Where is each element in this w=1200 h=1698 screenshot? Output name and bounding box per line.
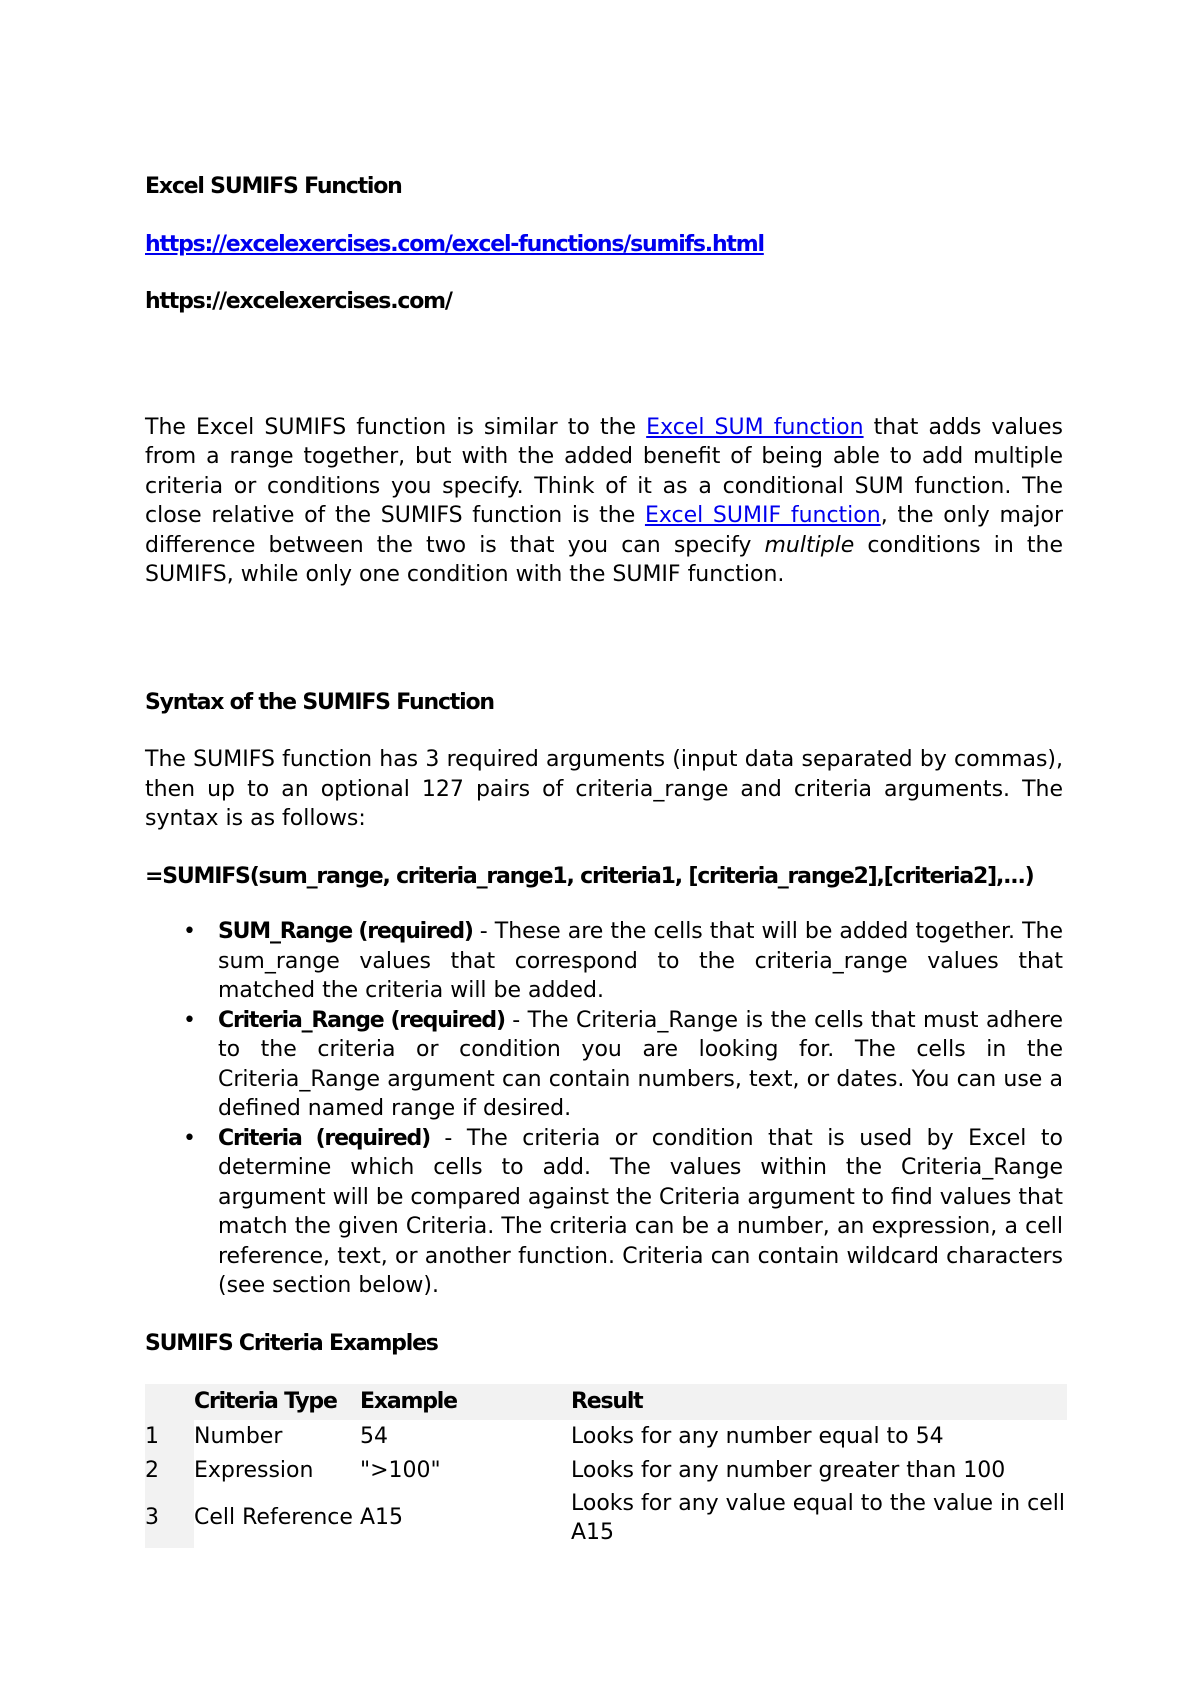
excel-sumif-function-link[interactable]: Excel SUMIF function [644,503,881,528]
row-index: 3 [145,1488,194,1548]
argument-item-criteria-range [145,1006,1063,1124]
sumifs-url-link[interactable]: https://excelexercises.com/excel-functions/sumifs.html [145,231,764,257]
arguments-list [145,917,1063,1301]
header-criteria-type: Criteria Type [194,1389,337,1415]
example-cell: ">100" [360,1458,441,1484]
argument-item-criteria [145,1124,1063,1301]
example-cell: 54 [360,1424,388,1450]
result-cell: Looks for any number greater than 100 [571,1458,1006,1484]
argument-description: - These are the cells that will be added together. The sum_range values that correspond to the criteria_range values that matched the criteria will be added. [218,919,1063,1003]
header-index [145,1384,194,1420]
header-example: Example [360,1389,457,1415]
row-index: 2 [145,1454,194,1488]
intro-text-1: The Excel SUMIFS function is similar to the [145,414,647,440]
criteria-examples-table [145,1384,1067,1548]
result-cell: Looks for any value equal to the value in cell A15 [571,1490,1065,1545]
bullet-icon: • [183,1125,196,1151]
example-cell: A15 [360,1505,404,1531]
table-header-row [145,1384,1067,1420]
intro-text-4: conditions in the SUMIFS, while only one condition with the SUMIF function. [145,532,1063,587]
header-result: Result [571,1389,643,1415]
argument-item-sum-range [145,917,1063,1006]
criteria-type-cell: Expression [194,1458,314,1484]
table-row [145,1420,1067,1454]
criteria-type-cell: Cell Reference [194,1505,353,1531]
criteria-type-cell: Number [194,1424,283,1450]
intro-text-3: , the only major difference between the two is that you can specify [145,503,1063,558]
argument-description: - The Criteria_Range is the cells that must adhere to the criteria or condition you are looking for. The cells in the Criteria_Range argument can contain numbers, text, or dates. You can use a defined named range if desired. [218,1007,1063,1121]
home-url-text: https://excelexercises.com/ [145,289,452,314]
table-row [145,1488,1067,1548]
page-title: Excel SUMIFS Function [145,174,402,199]
intro-text-2: that adds values from a range together, but with the added benefit of being able to add multiple criteria or conditions you specify. Think of it as a conditional SUM function. The close relative of the SUMIFS function is the [145,414,1063,528]
result-cell: Looks for any number equal to 54 [571,1424,944,1450]
examples-heading: SUMIFS Criteria Examples [145,1330,438,1356]
row-index: 1 [145,1420,194,1454]
syntax-formula: =SUMIFS(sum_range, criteria_range1, criteria1, [criteria_range2],[criteria2],...) [145,863,1034,889]
argument-term: Criteria_Range (required) [218,1007,505,1033]
syntax-heading: Syntax of the SUMIFS Function [145,689,494,715]
document-page [145,172,1063,1548]
excel-sum-function-link[interactable]: Excel SUM function [646,414,864,440]
argument-description: - The criteria or condition that is used by Excel to determine which cells to add. The values within the Criteria_Range argument will be compared against the Criteria argument to find values that match the given Criteria. The criteria can be a number, an expression, a cell reference, text, or another function. Criteria can contain wildcard characters (see section below). [218,1125,1063,1298]
intro-emphasis: multiple [764,532,855,558]
syntax-description: The SUMIFS function has 3 required arguments (input data separated by commas), then up to an optional 127 pairs of criteria_range and criteria arguments. The syntax is as follows: [145,747,1063,831]
intro-paragraph [145,413,1063,590]
argument-term: SUM_Range (required) [218,919,473,944]
bullet-icon: • [183,919,196,944]
argument-term: Criteria (required) [218,1125,430,1151]
bullet-icon: • [183,1007,196,1033]
table-row [145,1454,1067,1488]
